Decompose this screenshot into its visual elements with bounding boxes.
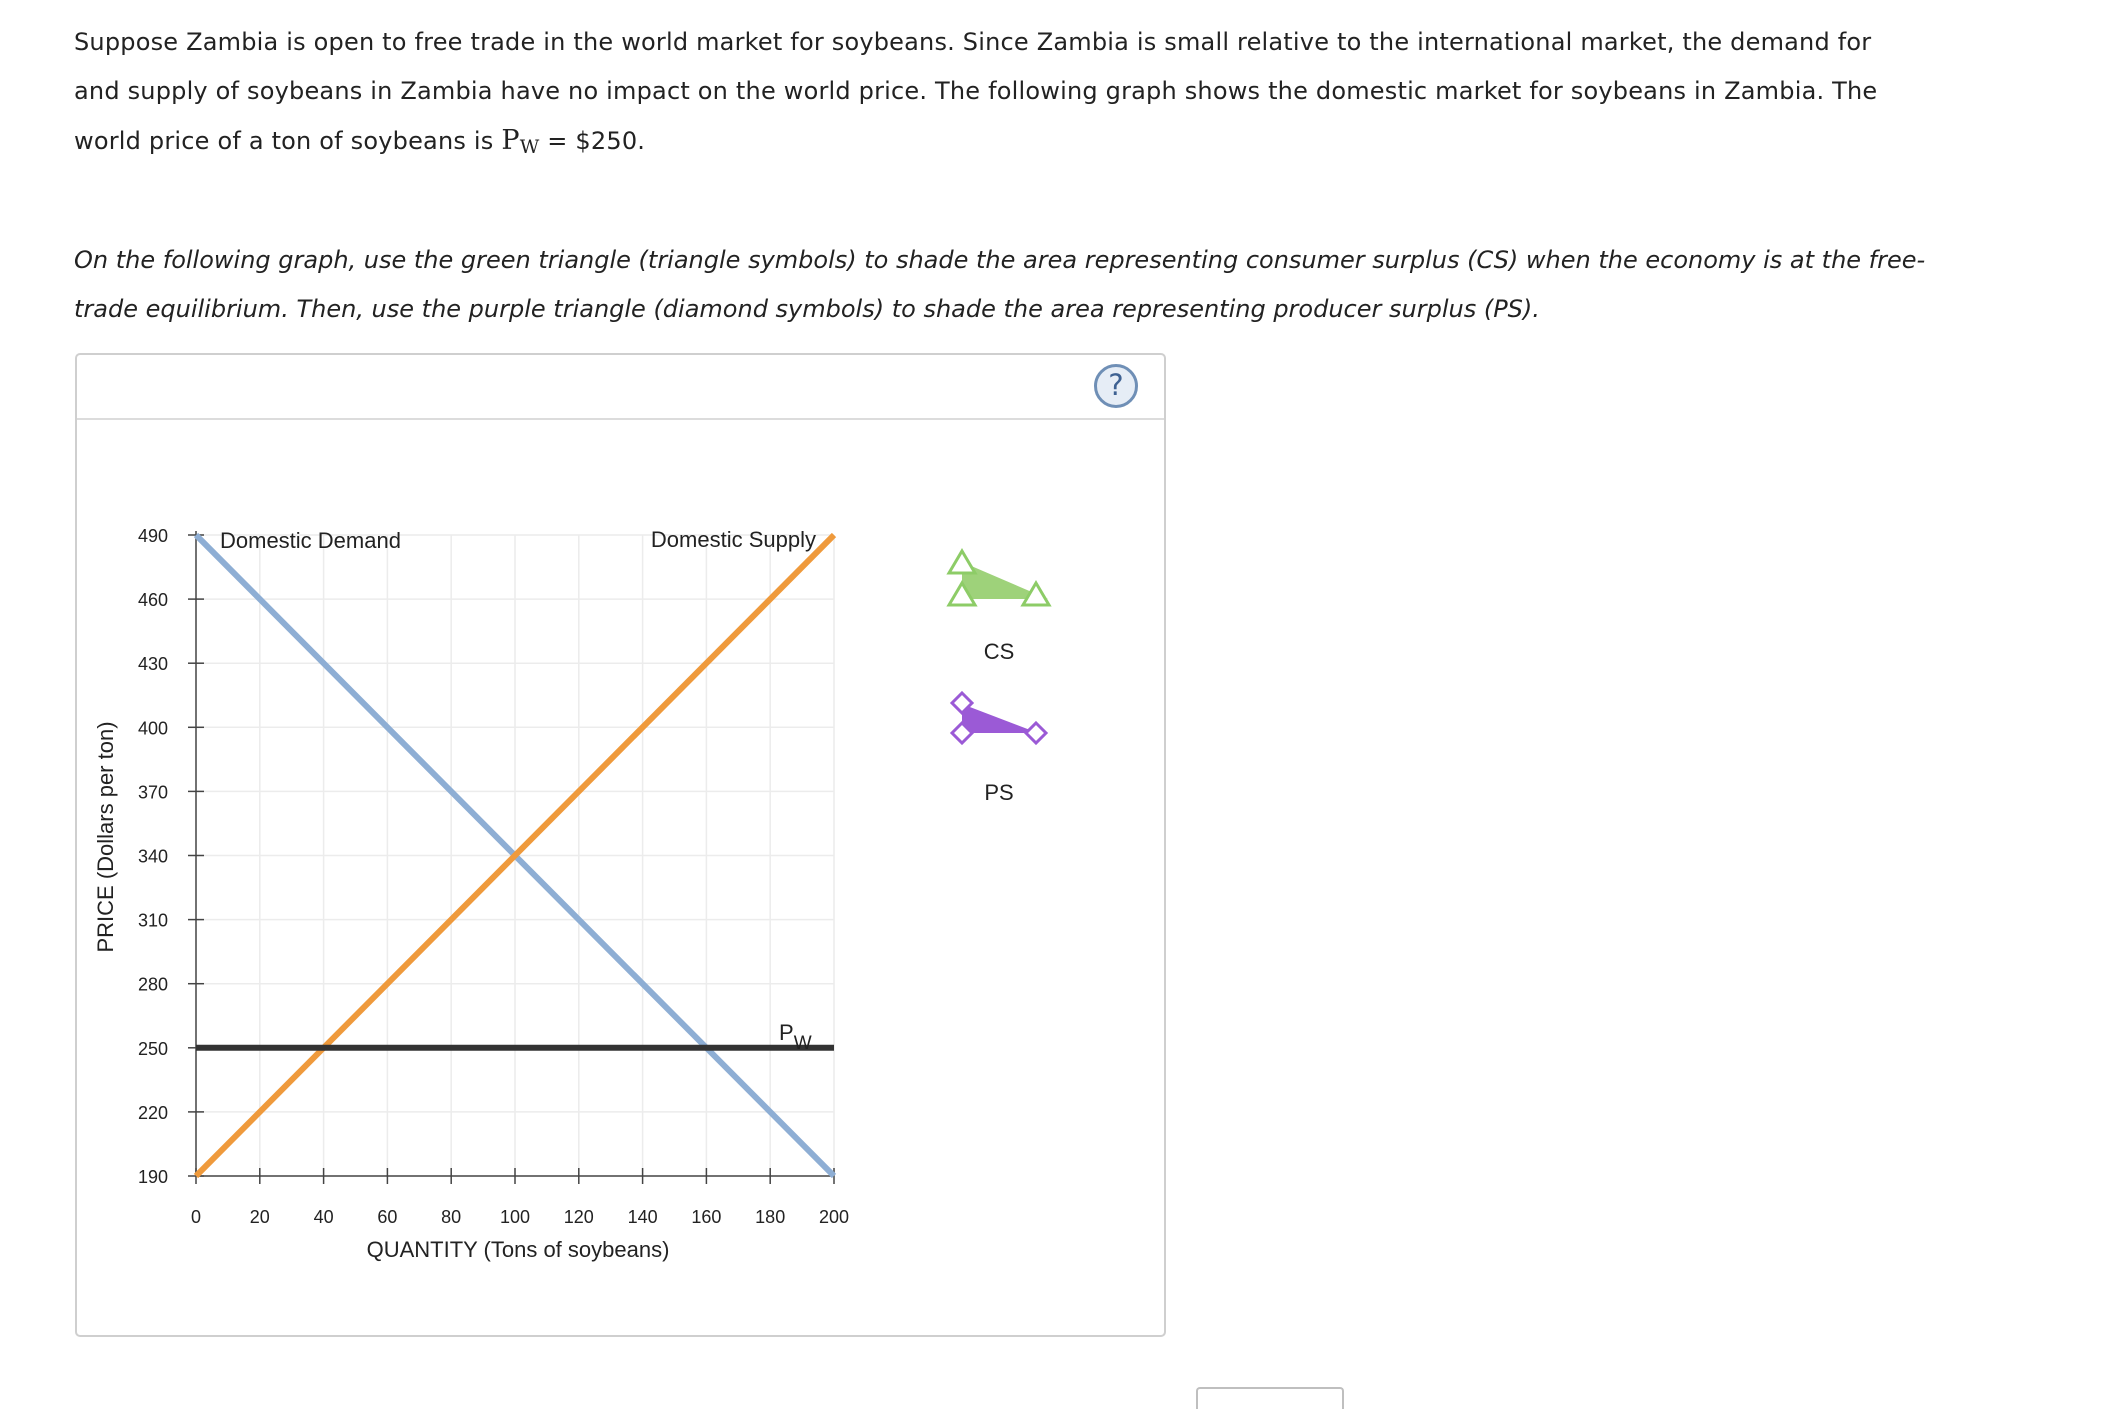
help-icon[interactable]: ?: [1094, 364, 1138, 408]
world-price-label: PW: [779, 1020, 812, 1054]
x-axis-title: QUANTITY (Tons of soybeans): [366, 1237, 670, 1262]
world-price-symbol: PW: [501, 125, 540, 158]
y-tick-label-400: 400: [137, 718, 168, 739]
cs-point-top[interactable]: [949, 551, 975, 573]
y-tick-label-340: 340: [137, 846, 168, 867]
x-tick-label-20: 20: [249, 1207, 270, 1227]
ps-label: PS: [984, 780, 1014, 805]
y-tick-label-370: 370: [137, 782, 168, 803]
tool-palette[interactable]: [949, 551, 1049, 805]
y-tick-label-310: 310: [137, 910, 168, 931]
x-tick-label-40: 40: [313, 1207, 334, 1227]
y-tick-label-250: 250: [137, 1038, 168, 1059]
x-tick-label-180: 180: [755, 1207, 786, 1227]
x-tick-label-140: 140: [627, 1207, 658, 1227]
cs-tool[interactable]: [949, 551, 1049, 664]
world-price-value: = $250.: [547, 127, 646, 155]
ps-triangle-tool[interactable]: [962, 704, 1038, 733]
x-tick-label-160: 160: [691, 1207, 722, 1227]
y-tick-label-460: 460: [137, 590, 168, 611]
chart-labels: [93, 527, 816, 1262]
x-tick-label-200: 200: [818, 1207, 850, 1227]
intro-body: Suppose Zambia is open to free trade in the world market for soybeans. Since Zambia is small relative to the international market, the demand for and supply of soybeans in Zambia have no impact on the world price. The following graph shows the domestic market for soybeans in Zambia. The world price of a ton of soybeans is: [74, 28, 1878, 155]
y-tick-label-190: 190: [137, 1167, 168, 1187]
cs-label: CS: [983, 639, 1015, 664]
instruction-text: On the following graph, use the green triangle (triangle symbols) to shade the area representing consumer surplus (CS) when the economy is at the free-trade equilibrium. Then, use the purple triangle (diamond symbols) to shade the area representing producer surplus (PS).: [74, 246, 1926, 323]
ps-point-right[interactable]: [1026, 723, 1046, 743]
x-tick-label-100: 100: [499, 1207, 531, 1227]
x-tick-label-0: 0: [190, 1207, 202, 1227]
demand-curve-label: Domestic Demand: [220, 528, 401, 553]
supply-curve-label: Domestic Supply: [650, 527, 816, 552]
y-axis-title: PRICE (Dollars per ton): [93, 721, 118, 953]
y-tick-label-220: 220: [137, 1102, 168, 1123]
y-tick-label-490: 490: [137, 526, 168, 546]
x-tick-label-80: 80: [441, 1207, 462, 1227]
y-tick-label-280: 280: [137, 974, 168, 995]
bottom-button[interactable]: [1196, 1387, 1344, 1409]
x-tick-label-60: 60: [377, 1207, 398, 1227]
ps-tool[interactable]: [952, 693, 1046, 805]
y-tick-label-430: 430: [137, 654, 168, 675]
x-tick-label-120: 120: [563, 1207, 594, 1227]
